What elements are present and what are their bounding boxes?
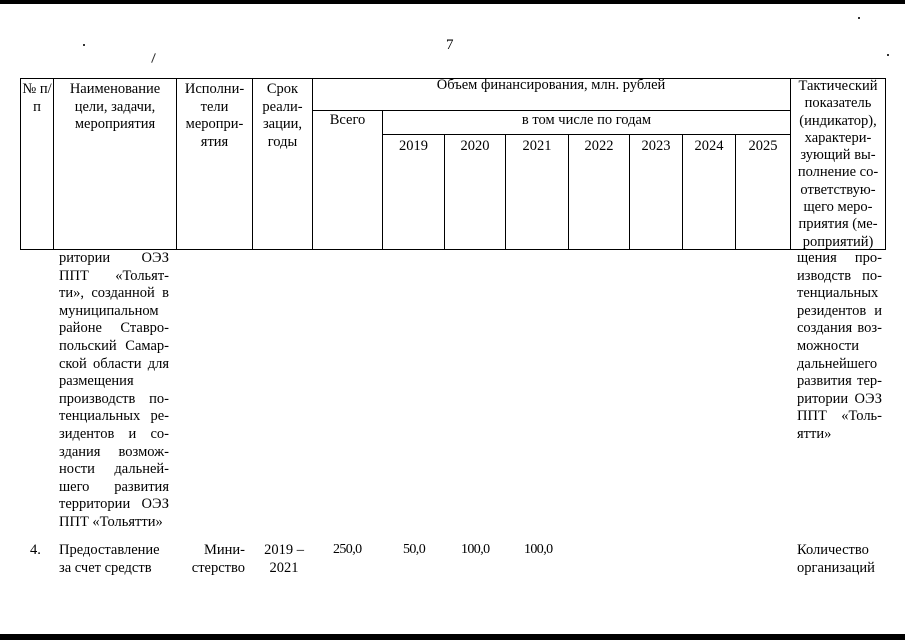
text-line: ятти» bbox=[797, 425, 832, 442]
text-line: организаций bbox=[797, 559, 875, 576]
text-line: изводств по- bbox=[797, 267, 882, 284]
row-2021: 100,0 bbox=[524, 542, 553, 557]
text-line: 2021 bbox=[269, 559, 299, 576]
row-total: 250,0 bbox=[333, 542, 362, 557]
scan-speck bbox=[858, 17, 860, 19]
row-executor bbox=[185, 542, 245, 577]
header-indicator: Тактический показатель (индикатор), характери- зующий вы- полнение со- ответствую- щего меро- приятия (ме- роприятий) bbox=[797, 78, 879, 250]
header-year: 2025 bbox=[748, 138, 778, 154]
scan-mark bbox=[151, 53, 156, 63]
row-2020: 100,0 bbox=[461, 542, 490, 557]
text-line: щения про- bbox=[797, 250, 882, 266]
text-line: ППТ «Тольят- bbox=[59, 267, 169, 284]
grid-line bbox=[790, 79, 791, 249]
table-header bbox=[20, 78, 886, 250]
row-name bbox=[59, 542, 169, 577]
text-line: районе Ставро- bbox=[59, 320, 169, 337]
text-line: ППТ «Тольятти» bbox=[59, 513, 163, 530]
text-line: ритории ОЭЗ bbox=[59, 250, 169, 266]
row-term bbox=[253, 542, 315, 577]
continuation-indicator bbox=[797, 250, 882, 444]
scan-speck bbox=[887, 54, 889, 56]
text-line: создания воз- bbox=[797, 320, 882, 337]
text-line: резидентов и bbox=[797, 302, 882, 319]
text-line: можности bbox=[797, 337, 859, 354]
text-line: польский Самар- bbox=[59, 337, 169, 354]
grid-line bbox=[312, 110, 790, 111]
grid-line bbox=[382, 110, 383, 249]
text-line: Предоставление bbox=[59, 542, 160, 558]
row-indicator bbox=[797, 542, 875, 577]
row-number: 4. bbox=[30, 542, 41, 558]
header-term: Срок реали- зации, годы bbox=[262, 81, 303, 150]
text-line: ППТ «Толь- bbox=[797, 408, 882, 425]
scan-edge-top bbox=[0, 0, 905, 4]
header-number: № п/п bbox=[22, 81, 52, 115]
header-executor: Исполни- тели меропри- ятия bbox=[184, 81, 245, 150]
text-line: тенциальных ре- bbox=[59, 408, 169, 425]
header-name: Наименование цели, задачи, мероприятия bbox=[69, 81, 161, 132]
header-year: 2021 bbox=[522, 138, 552, 154]
header-funding: Объем финансирования, млн. рублей bbox=[436, 77, 666, 93]
text-line: размещения bbox=[59, 373, 134, 390]
page-number: 7 bbox=[446, 37, 454, 53]
scan-speck bbox=[83, 44, 85, 46]
grid-line bbox=[312, 79, 313, 249]
text-line: зидентов и со- bbox=[59, 425, 169, 442]
text-line: ритории ОЭЗ bbox=[797, 390, 882, 407]
text-line: стерство bbox=[191, 559, 245, 576]
text-line: ности дальней- bbox=[59, 461, 169, 478]
text-line: территории ОЭЗ bbox=[59, 496, 169, 513]
text-line: ти», созданной в bbox=[59, 285, 169, 302]
row-2019: 50,0 bbox=[403, 542, 426, 557]
text-line: здания возмож- bbox=[59, 443, 169, 460]
continuation-name bbox=[59, 250, 169, 532]
text-line: развития тер- bbox=[797, 373, 882, 390]
text-line: тенциальных bbox=[797, 285, 879, 302]
text-line: Мини- bbox=[203, 542, 245, 558]
scan-edge-bottom bbox=[0, 634, 905, 640]
grid-line bbox=[382, 134, 790, 135]
header-total: Всего bbox=[329, 112, 366, 128]
text-line: Количество bbox=[797, 542, 869, 558]
header-year: 2023 bbox=[641, 138, 671, 154]
text-line: ской области для bbox=[59, 355, 169, 372]
header-year: 2019 bbox=[399, 138, 428, 154]
header-year: 2024 bbox=[694, 138, 724, 154]
text-line: 2019 – bbox=[264, 542, 304, 558]
text-line: дальнейшего bbox=[797, 355, 878, 372]
text-line: муниципальном bbox=[59, 302, 159, 319]
text-line: производств по- bbox=[59, 390, 169, 407]
header-by-years: в том числе по годам bbox=[521, 112, 652, 128]
grid-line bbox=[885, 79, 886, 249]
header-year: 2022 bbox=[584, 138, 614, 154]
header-year: 2020 bbox=[460, 138, 490, 154]
text-line: за счет средств bbox=[59, 559, 152, 576]
text-line: шего развития bbox=[59, 478, 169, 495]
